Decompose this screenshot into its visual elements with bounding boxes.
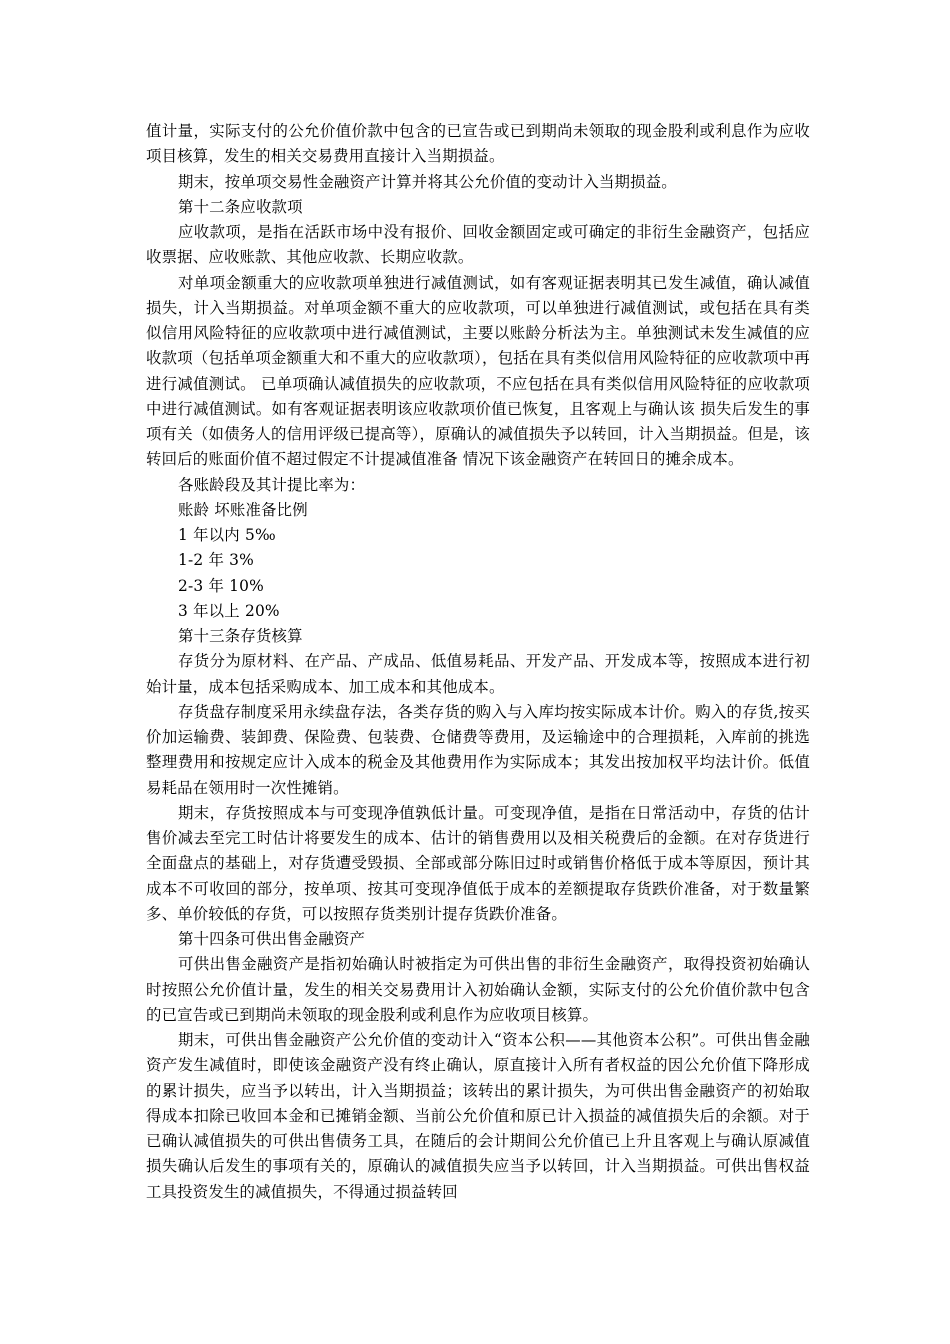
paragraph: 期末，按单项交易性金融资产计算并将其公允价值的变动计入当期损益。 (178, 172, 677, 191)
paragraph: 存货盘存制度采用永续盘存法，各类存货的购入与入库均按实际成本计价。购入的存货,按买价加运输费、装卸费、保险费、包装费、仓储费等费用，及运输途中的合理损耗，入库前的挑选整理费用和按规定应计入成本的税金及其他费用作为实际成本；其发出按加权平均法计价。低值易耗品在领用时一次性摊销。 (146, 702, 810, 797)
aging-table-row: 1 年以内 5‰ (178, 526, 276, 544)
section-heading: 第十二条应收款项 (178, 197, 303, 216)
section-heading: 第十四条可供出售金融资产 (178, 930, 366, 948)
section-heading: 第十三条存货核算 (178, 627, 303, 645)
aging-table-row: 1-2 年 3% (178, 551, 254, 570)
paragraph: 可供出售金融资产是指初始确认时被指定为可供出售的非衍生金融资产，取得投资初始确认时按照公允价值计量，发生的相关交易费用计入初始确认金额，实际支付的公允价值价款中包含的已宣告或已到期尚未领取的现金股利或利息作为应收项目核算。 (146, 955, 810, 1024)
paragraph: 值计量，实际支付的公允价值价款中包含的已宣告或已到期尚未领取的现金股利或利息作为应收项目核算，发生的相关交易费用直接计入当期损益。 (146, 122, 810, 166)
paragraph: 应收款项，是指在活跃市场中没有报价、回收金额固定或可确定的非衍生金融资产，包括应收票据、应收账款、其他应收款、长期应收款。 (146, 223, 810, 267)
aging-table-header: 账龄 坏账准备比例 (178, 500, 308, 519)
aging-table-row: 2-3 年 10% (178, 576, 264, 595)
paragraph: 期末，存货按照成本与可变现净值孰低计量。可变现净值，是指在日常活动中，存货的估计售价减去至完工时估计将要发生的成本、估计的销售费用以及相关税费后的金额。在对存货进行全面盘点的基础上，对存货遭受毁损、全部或部分陈旧过时或销售价格低于成本等原因，预计其成本不可收回的部分，按单项、按其可变现净值低于成本的差额提取存货跌价准备，对于数量繁多、单价较低的存货，可以按照存货类别计提存货跌价准备。 (146, 803, 810, 923)
aging-table-row: 3 年以上 20% (178, 601, 280, 620)
paragraph: 对单项金额重大的应收款项单独进行减值测试，如有客观证据表明其已发生减值，确认减值损失，计入当期损益。对单项金额不重大的应收款项，可以单独进行减值测试，或包括在具有类似信用风险特征的应收款项中进行减值测试，主要以账龄分析法为主。单独测试未发生减值的应收款项（包括单项金额重大和不重大的应收款项），包括在具有类似信用风险特征的应收款项中再进行减值测试。 已单项确认减值损失的应收款项，不应包括在具有类似信用风险特征的应收款项 中进行减值测试。如有客观证据表明该应收款项价值已恢复，且客观上与确认该 损失后发生的事项有关（如债务人的信用评级已提高等），原确认的减值损失予以转回，计入当期损益。但是，该转回后的账面价值不超过假定不计提减值准备 情况下该金融资产在转回日的摊余成本。 (146, 273, 810, 469)
paragraph: 存货分为原材料、在产品、产成品、低值易耗品、开发产品、开发成本等，按照成本进行初始计量，成本包括采购成本、加工成本和其他成本。 (146, 652, 810, 696)
paragraph: 期末，可供出售金融资产公允价值的变动计入“资本公积——其他资本公积”。可供出售金融资产发生减值时，即使该金融资产没有终止确认，原直接计入所有者权益的因公允价值下降形成的累计损失，应当予以转出，计入当期损益；该转出的累计损失，为可供出售金融资产的初始取得成本扣除已收回本金和已摊销金额、当前公允价值和原已计入损益的减值损失后的余额。对于已确认减值损失的可供出售债务工具，在随后的会计期间公允价值已上升且客观上与确认原减值损失确认后发生的事项有关的，原确认的减值损失应当予以转回，计入当期损益。可供出售权益工具投资发生的减值损失，不得通过损益转回 (146, 1031, 810, 1201)
document-body (146, 119, 810, 1205)
paragraph: 各账龄段及其计提比率为： (178, 475, 366, 494)
